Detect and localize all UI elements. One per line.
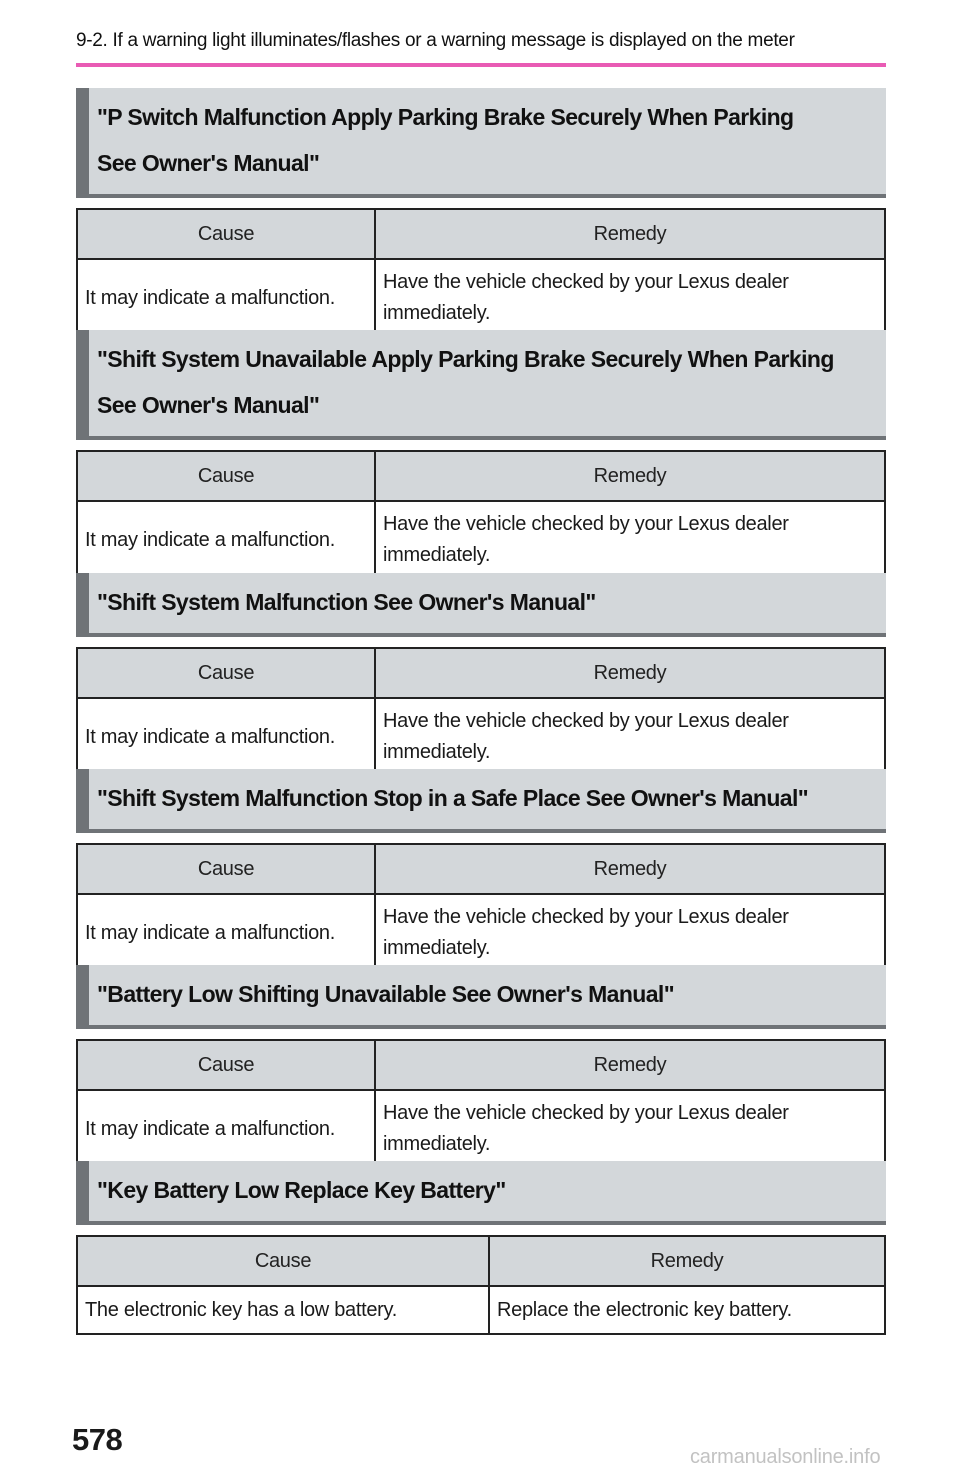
watermark: carmanualsonline.info [690, 1446, 881, 1468]
section-shift-system-malfunction-stop [76, 769, 886, 973]
table-header-row [77, 1040, 885, 1090]
cause-cell: It may indicate a malfunction. [77, 698, 375, 776]
cause-cell: It may indicate a malfunction. [77, 259, 375, 337]
section-title: "Shift System Malfunction Stop in a Safe Place See Owner's Manual" [76, 769, 886, 833]
remedy-cell: Have the vehicle checked by your Lexus dealer immediately. [375, 259, 885, 337]
section-title: "Battery Low Shifting Unavailable See Owner's Manual" [76, 965, 886, 1029]
section-key-battery-low [76, 1161, 886, 1335]
section-shift-system-malfunction [76, 573, 886, 777]
remedy-cell: Have the vehicle checked by your Lexus dealer immediately. [375, 698, 885, 776]
cause-cell: The electronic key has a low battery. [77, 1286, 489, 1334]
cause-remedy-table [76, 1235, 886, 1335]
section-battery-low-shifting [76, 965, 886, 1169]
table-row [77, 698, 885, 776]
remedy-cell: Replace the electronic key battery. [489, 1286, 885, 1334]
section-title [76, 330, 886, 440]
cause-column-header: Cause [77, 1236, 489, 1286]
cause-remedy-table [76, 208, 886, 338]
section-shift-system-unavailable [76, 330, 886, 580]
cause-column-header: Cause [77, 844, 375, 894]
remedy-column-header: Remedy [375, 1040, 885, 1090]
remedy-column-header: Remedy [375, 451, 885, 501]
cause-cell: It may indicate a malfunction. [77, 1090, 375, 1168]
cause-remedy-table [76, 843, 886, 973]
page-number: 578 [72, 1422, 123, 1457]
remedy-column-header: Remedy [375, 844, 885, 894]
cause-column-header: Cause [77, 209, 375, 259]
table-header-row [77, 844, 885, 894]
remedy-column-header: Remedy [375, 648, 885, 698]
section-title-line-1: "Shift System Unavailable Apply Parking Brake Securely When Parking [97, 346, 834, 372]
remedy-cell: Have the vehicle checked by your Lexus dealer immediately. [375, 894, 885, 972]
cause-remedy-table [76, 647, 886, 777]
section-p-switch-malfunction [76, 88, 886, 338]
remedy-cell: Have the vehicle checked by your Lexus dealer immediately. [375, 501, 885, 579]
section-title: "Shift System Malfunction See Owner's Manual" [76, 573, 886, 637]
cause-cell: It may indicate a malfunction. [77, 894, 375, 972]
remedy-cell: Have the vehicle checked by your Lexus dealer immediately. [375, 1090, 885, 1168]
table-row [77, 894, 885, 972]
remedy-column-header: Remedy [489, 1236, 885, 1286]
section-title [76, 88, 886, 198]
cause-remedy-table [76, 1039, 886, 1169]
header-divider [76, 63, 886, 67]
section-title-line-1: "P Switch Malfunction Apply Parking Brake Securely When Parking [97, 104, 794, 130]
table-row [77, 259, 885, 337]
table-header-row [77, 648, 885, 698]
cause-remedy-table [76, 450, 886, 580]
section-title-line-2: See Owner's Manual" [97, 150, 320, 176]
table-header-row [77, 1236, 885, 1286]
table-row [77, 1090, 885, 1168]
cause-column-header: Cause [77, 648, 375, 698]
remedy-column-header: Remedy [375, 209, 885, 259]
table-row [77, 1286, 885, 1334]
running-header: 9-2. If a warning light illuminates/flashes or a warning message is displayed on the meter [76, 30, 795, 51]
cause-column-header: Cause [77, 451, 375, 501]
section-title-line-2: See Owner's Manual" [97, 392, 320, 418]
table-header-row [77, 451, 885, 501]
cause-column-header: Cause [77, 1040, 375, 1090]
table-row [77, 501, 885, 579]
section-title: "Key Battery Low Replace Key Battery" [76, 1161, 886, 1225]
table-header-row [77, 209, 885, 259]
cause-cell: It may indicate a malfunction. [77, 501, 375, 579]
